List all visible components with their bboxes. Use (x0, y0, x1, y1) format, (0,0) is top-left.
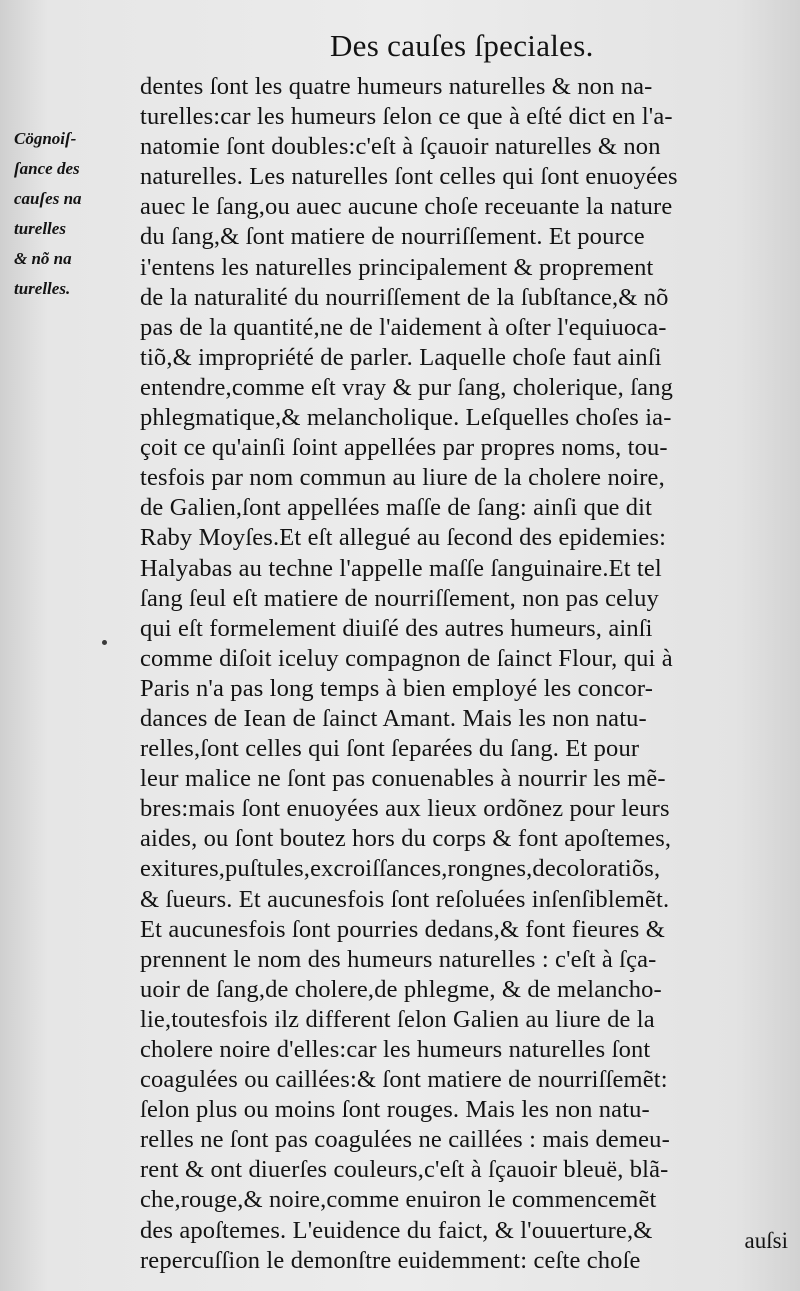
margin-note (14, 124, 140, 304)
text-line: repercuſſion le demonſtre euidemment: ceſte choſe (140, 1246, 641, 1274)
text-line: aides, ou ſont boutez hors du corps & font apoſtemes, (140, 825, 672, 853)
text-line: relles,ſont celles qui ſont ſeparées du ſang. Et pour (140, 735, 640, 763)
text-line: tesfois par nom commun au liure de la cholere noire, (140, 464, 665, 492)
text-line: turelles:car les humeurs ſelon ce que à eſté dict en l'a- (140, 103, 673, 131)
text-line: pas de la quantité,ne de l'aidement à oſter l'equiuoca- (140, 313, 667, 341)
margin-note-line: Cögnoiſ- (14, 129, 77, 148)
text-line: de Galien,ſont appellées maſſe de ſang: ainſi que dit (140, 494, 653, 522)
text-line: bres:mais ſont enuoyées aux lieux ordõnez pour leurs (140, 795, 670, 823)
margin-note-line: turelles. (14, 279, 71, 298)
text-line: che,rouge,& noire,comme enuiron le commencemẽt (140, 1186, 657, 1214)
text-line: des apoſtemes. L'euidence du faict, & l'ouuerture,& (140, 1216, 653, 1244)
text-line: natomie ſont doubles:c'eſt à ſçauoir naturelles & non (140, 133, 661, 161)
text-line: coagulées ou caillées:& ſont matiere de nourriſſemẽt: (140, 1066, 668, 1094)
text-line: exitures,puſtules,excroiſſances,rongnes,decoloratiõs, (140, 855, 661, 883)
text-line: Raby Moyſes.Et eſt allegué au ſecond des epidemies: (140, 524, 667, 552)
text-line: ſelon plus ou moins ſont rouges. Mais les non natu- (140, 1096, 650, 1124)
text-line: rent & ont diuerſes couleurs,c'eſt à ſçauoir bleuë, blã- (140, 1156, 669, 1184)
text-line: cholere noire d'elles:car les humeurs naturelles ſont (140, 1036, 651, 1063)
text-line: Halyabas au techne l'appelle maſſe ſanguinaire.Et tel (140, 554, 662, 582)
text-line: dances de Iean de ſainct Amant. Mais les non natu- (140, 704, 647, 732)
text-line: qui eſt formelement diuiſé des autres humeurs, ainſi (140, 614, 653, 642)
text-line: relles ne ſont pas coagulées ne caillées : mais demeu- (140, 1126, 670, 1154)
text-line: çoit ce qu'ainſi ſoint appellées par propres noms, tou- (140, 434, 668, 462)
text-line: du ſang,& ſont matiere de nourriſſement. Et pource (140, 223, 645, 251)
text-line: ſang ſeul eſt matiere de nourriſſement, non pas celuy (140, 584, 659, 612)
running-head: Des cauſes ſpeciales. (330, 28, 594, 63)
ink-speck (102, 640, 107, 645)
text-line: Paris n'a pas long temps à bien employé les concor- (140, 674, 654, 702)
margin-note-line: & nõ na (14, 249, 72, 268)
body-text (140, 72, 790, 1276)
text-line: entendre,comme eſt vray & pur ſang, cholerique, ſang (140, 373, 673, 401)
text-line: phlegmatique,& melancholique. Leſquelles choſes ia- (140, 404, 672, 432)
catchword: auſsi (744, 1228, 788, 1253)
text-line: dentes ſont les quatre humeurs naturelles & non na- (140, 73, 653, 100)
text-line: comme diſoit iceluy compagnon de ſainct Flour, qui à (140, 644, 673, 672)
text-line: Et aucunesfois ſont pourries dedans,& font fieures & (140, 915, 665, 943)
text-line: lie,toutesfois ilz different ſelon Galien au liure de la (140, 1005, 655, 1033)
text-line: i'entens les naturelles principalement & proprement (140, 253, 654, 281)
text-line: auec le ſang,ou auec aucune choſe receuante la nature (140, 193, 673, 221)
text-line: & ſueurs. Et aucunesfois ſont reſoluées inſenſiblemẽt. (140, 885, 670, 913)
margin-note-line: cauſes na (14, 189, 82, 208)
text-line: naturelles. Les naturelles ſont celles qui ſont enuoyées (140, 163, 678, 191)
margin-note-line: ſance des (14, 159, 80, 178)
margin-note-line: turelles (14, 219, 66, 238)
text-line: leur malice ne ſont pas conuenables à nourrir les mẽ- (140, 765, 666, 793)
text-line: de la naturalité du nourriſſement de la ſubſtance,& nõ (140, 283, 669, 311)
text-line: prennent le nom des humeurs naturelles : c'eſt à ſça- (140, 945, 657, 973)
text-line: tiõ,& impropriété de parler. Laquelle choſe faut ainſi (140, 343, 662, 371)
text-line: uoir de ſang,de cholere,de phlegme, & de melancho- (140, 975, 662, 1003)
